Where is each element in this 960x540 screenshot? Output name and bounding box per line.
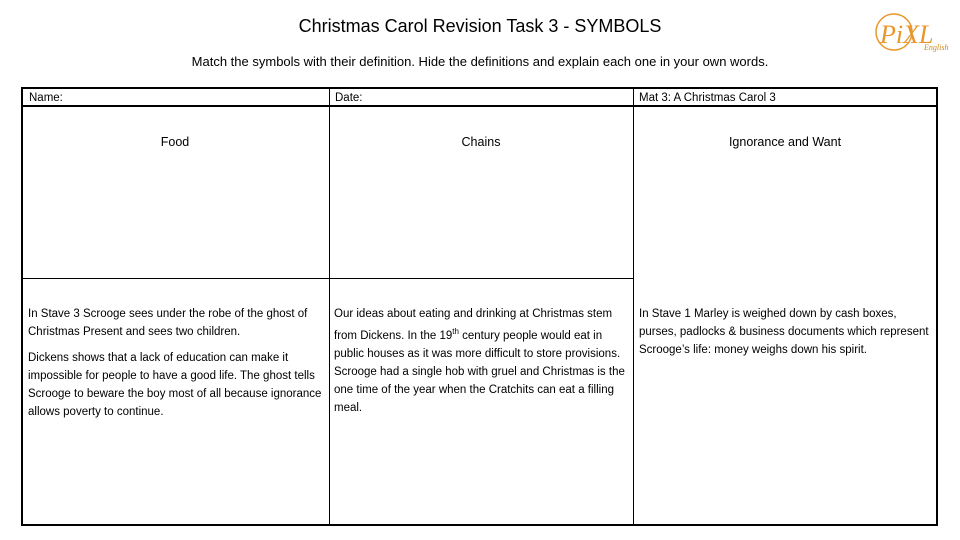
pixl-english-logo — [872, 8, 952, 58]
definition-chains: In Stave 1 Marley is weighed down by cash boxes, purses, padlocks & business documents which represent Scrooge’s life: money weighs down his spirit. — [639, 308, 929, 356]
definition-food — [334, 305, 626, 417]
definition-paragraph: In Stave 3 Scrooge sees under the robe of the ghost of Christmas Present and sees two children. — [28, 308, 308, 338]
svg-text:PiXL: PiXL — [880, 20, 934, 49]
definition-paragraph: Dickens shows that a lack of education can make it impossible for people to have a good life. The ghost tells Scrooge to beware the boy most of all because ignorance allows poverty to continue. — [28, 352, 322, 418]
symbol-chains: Chains — [461, 135, 501, 149]
definition-ignorance-and-want — [28, 305, 326, 429]
symbol-food: Food — [160, 135, 190, 149]
date-label: Date: — [335, 92, 363, 104]
column-divider — [633, 105, 634, 524]
symbol-ignorance-and-want: Ignorance and Want — [728, 135, 842, 149]
svg-text:English: English — [924, 43, 949, 52]
row-divider — [23, 278, 633, 279]
column-divider — [329, 105, 330, 524]
header-row — [21, 87, 938, 107]
mat-label: Mat 3: A Christmas Carol 3 — [639, 92, 776, 104]
page-subtitle: Match the symbols with their definition. Hide the definitions and explain each one in your own words. — [191, 54, 769, 69]
page-title: Christmas Carol Revision Task 3 - SYMBOLS — [298, 16, 662, 36]
definition-text: century people would eat in public houses as it was more difficult to store provisions. Scrooge had a single hob with gruel and Christmas is the one time of the year when the Cratchits can eat a filling meal. — [334, 329, 625, 414]
symbols-grid — [21, 105, 938, 526]
definition-text: Our ideas about eating and drinking at Christmas stem from Dickens. In the 19 — [334, 308, 613, 342]
name-label: Name: — [29, 92, 63, 104]
superscript: th — [452, 327, 459, 336]
